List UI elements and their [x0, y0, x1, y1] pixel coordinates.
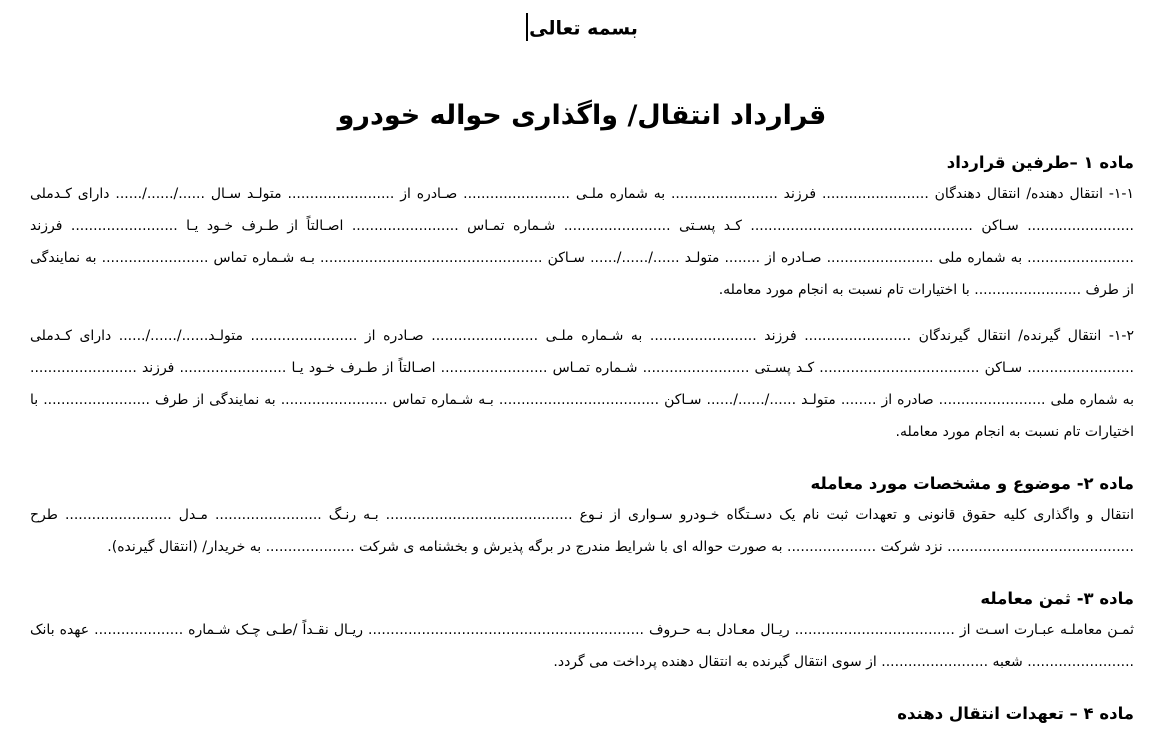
bismillah-row	[30, 16, 1134, 50]
subject-paragraph[interactable]: انتقال و واگذاری کلیه حقوق قانونی و تعهدات ثبت نام یک دسـتگاه خـودرو سـواری از نـوع .......................................... بـه رنـگ ........................ مـدل ........................ طرح .......................................... نزد شرکت .................... به صورت حواله ای با شرایط مندرج در برگه پذیرش و بخشنامه ی شرکت .................... به خریدار/ (انتقال گیرنده).	[30, 507, 1134, 555]
transferor-paragraph[interactable]: ۱-۱- انتقال دهنده/ انتقال دهندگان ........................ فرزند ........................ به شماره ملـی ........................ صـادره از ........................ متولـد سـال ....../....../...... دارای کـدملی ........................ سـاکن .................................................. کـد پسـتی ........................ شـماره تمـاس ........................ اصـالتاً از طـرف خـود یـا ........................ فرزند ........................ به شماره ملی ........................ صـادره از ........ متولـد ....../....../...... سـاکن .................................................. بـه شـماره تماس ........................ به نمایندگی از طرف ........................ با اختیارات تام نسبت به انجام مورد معامله.	[30, 186, 1134, 298]
bismillah-text[interactable]: بسمه تعالی	[529, 17, 638, 40]
text-cursor	[526, 13, 528, 41]
transferee-paragraph[interactable]: ۱-۲- انتقال گیرنده/ انتقال گیرندگان ........................ فرزند ........................ به شـماره ملـی ........................ صـادره از ........................ متولـد....../....../...... دارای کـدملی ........................ سـاکن .................................... کـد پسـتی ........................ شـماره تمـاس ........................ اصـالتاً از طـرف خـود یـا ........................ فرزند ........................ به شماره ملی ........................ صادره از ........ متولـد ....../....../...... سـاکن .................................... بـه شـماره تماس ........................ به نمایندگی از طرف ........................ با اختیارات تام نسبت به انجام مورد معامله.	[30, 328, 1134, 440]
article-3-heading[interactable]: ماده ۳- ثمن معامله	[980, 589, 1134, 608]
article-1-heading[interactable]: ماده ۱ –طرفین قرارداد	[946, 153, 1134, 172]
article-4-heading[interactable]: ماده ۴ – تعهدات انتقال دهنده	[897, 704, 1134, 723]
price-paragraph[interactable]: ثمـن معاملـه عبـارت اسـت از .................................... ریـال معـادل بـه حـروف .............................................................. ریـال نقـداً /طـی چـک شـماره .................... عهده بانک ........................ شعبه ........................ از سوی انتقال گیرنده به انتقال دهنده پرداخت می گردد.	[30, 622, 1134, 670]
document-title[interactable]: قرارداد انتقال/ واگذاری حواله خودرو	[337, 100, 827, 131]
article-2-heading[interactable]: ماده ۲- موضوع و مشخصات مورد معامله	[810, 474, 1134, 493]
